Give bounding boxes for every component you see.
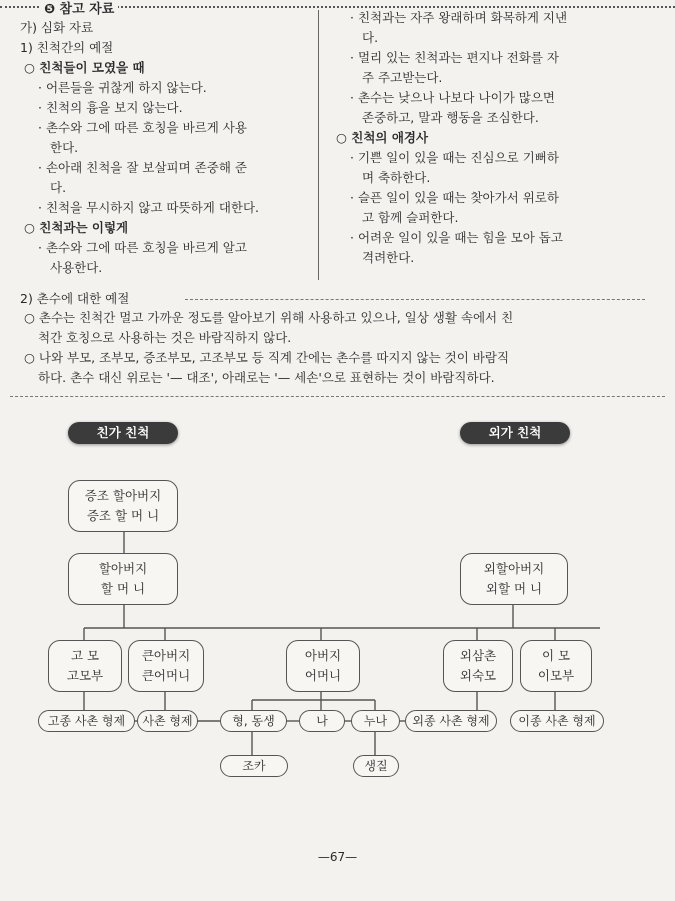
paternal-relatives-label: 친가 친척 [68, 422, 178, 444]
grandfather: 할아버지 [98, 561, 148, 576]
sachon-cousins: 사촌 형제 [137, 710, 198, 732]
text-line: 다. [50, 180, 67, 195]
text-line: 한다. [50, 140, 79, 155]
text-line: ○ 친척과는 이렇게 [24, 220, 129, 235]
text-line: ○ 친척의 애경사 [336, 130, 429, 145]
page-number: —67— [317, 850, 358, 864]
paragraph-line: 척간 호칭으로 사용하는 것은 바람직하지 않다. [38, 330, 292, 345]
paragraph-line: ○ 나와 부모, 조부모, 증조부모, 고조부모 등 직계 간에는 촌수를 따지지 않는 것이 바람직 [24, 350, 510, 365]
ijong-cousins: 이종 사촌 형제 [510, 710, 604, 732]
text-line: · 촌수는 낮으나 나보다 나이가 많으면 [350, 90, 555, 105]
text-line: · 촌수와 그에 따른 호칭을 바르게 사용 [38, 120, 247, 135]
maternal-grandparents-box [460, 553, 568, 605]
paternal-aunt-box [48, 640, 122, 692]
section2-title: 2) 촌수에 대한 예절 [20, 291, 130, 306]
text-line: · 손아래 친척을 잘 보살피며 존중해 준 [38, 160, 247, 175]
gojong-cousins: 고종 사촌 형제 [38, 710, 135, 732]
paternal-aunt-husband: 고모부 [66, 668, 104, 683]
nephew: 조카 [220, 755, 288, 777]
text-line: 가) 심화 자료 [20, 20, 94, 35]
great-grandparents-box [68, 480, 178, 532]
maternal-grandmother: 외할 머 니 [485, 581, 543, 596]
father: 아버지 [304, 648, 342, 663]
text-line: · 친척을 무시하지 않고 따뜻하게 대한다. [38, 200, 260, 215]
text-line: 며 축하한다. [362, 170, 431, 185]
self: 나 [299, 710, 345, 732]
maternal-uncle-wife: 외숙모 [459, 668, 497, 683]
maternal-aunt-husband: 이모부 [537, 668, 575, 683]
elder-uncle-box [128, 640, 204, 692]
text-line: 1) 친척간의 예절 [20, 40, 114, 55]
text-line: ○ 친척들이 모였을 때 [24, 60, 145, 75]
grandparents-box [68, 553, 178, 605]
text-line: 다. [362, 30, 379, 45]
maternal-aunt: 이 모 [541, 648, 571, 663]
maternal-uncle-box [443, 640, 513, 692]
text-line: · 슬픈 일이 있을 때는 찾아가서 위로하 [350, 190, 559, 205]
text-line: 사용한다. [50, 260, 103, 275]
great-grandfather: 증조 할아버지 [84, 488, 162, 503]
mother: 어머니 [304, 668, 342, 683]
siblings: 형, 동생 [220, 710, 287, 732]
text-line: · 어려운 일이 있을 때는 힘을 모아 돕고 [350, 230, 563, 245]
maternal-relatives-label: 외가 친척 [460, 422, 570, 444]
sisters-child: 생질 [353, 755, 399, 777]
oejong-cousins: 외종 사촌 형제 [405, 710, 497, 732]
grandmother: 할 머 니 [100, 581, 146, 596]
sister: 누나 [351, 710, 400, 732]
maternal-aunt-box [520, 640, 592, 692]
text-line: · 어른들을 귀찮게 하지 않는다. [38, 80, 207, 95]
maternal-grandfather: 외할아버지 [483, 561, 545, 576]
maternal-uncle: 외삼촌 [459, 648, 497, 663]
elder-uncle: 큰아버지 [141, 648, 191, 663]
text-line: 격려한다. [362, 250, 415, 265]
text-line: 주 주고받는다. [362, 70, 443, 85]
text-line: · 멀리 있는 친척과는 편지나 전화를 자 [350, 50, 559, 65]
section-title: ❺ 참고 자료 [40, 0, 118, 17]
great-grandmother: 증조 할 머 니 [86, 508, 160, 523]
text-line: · 친척과는 자주 왕래하며 화목하게 지낸 [350, 10, 568, 25]
text-line: · 촌수와 그에 따른 호칭을 바르게 알고 [38, 240, 247, 255]
parents-box [286, 640, 360, 692]
paragraph-line: ○ 촌수는 친척간 멀고 가까운 정도를 알아보기 위해 사용하고 있으나, 일상 생활 속에서 친 [24, 310, 514, 325]
paternal-aunt: 고 모 [70, 648, 100, 663]
text-line: 고 함께 슬퍼한다. [362, 210, 459, 225]
elder-uncle-wife: 큰어머니 [141, 668, 191, 683]
text-line: · 친척의 흉을 보지 않는다. [38, 100, 183, 115]
text-line: · 기쁜 일이 있을 때는 진심으로 기뻐하 [350, 150, 559, 165]
paragraph-line: 하다. 촌수 대신 위로는 '— 대조', 아래로는 '— 세손'으로 표현하는 것이 바람직하다. [38, 370, 495, 385]
text-line: 존중하고, 말과 행동을 조심한다. [362, 110, 539, 125]
